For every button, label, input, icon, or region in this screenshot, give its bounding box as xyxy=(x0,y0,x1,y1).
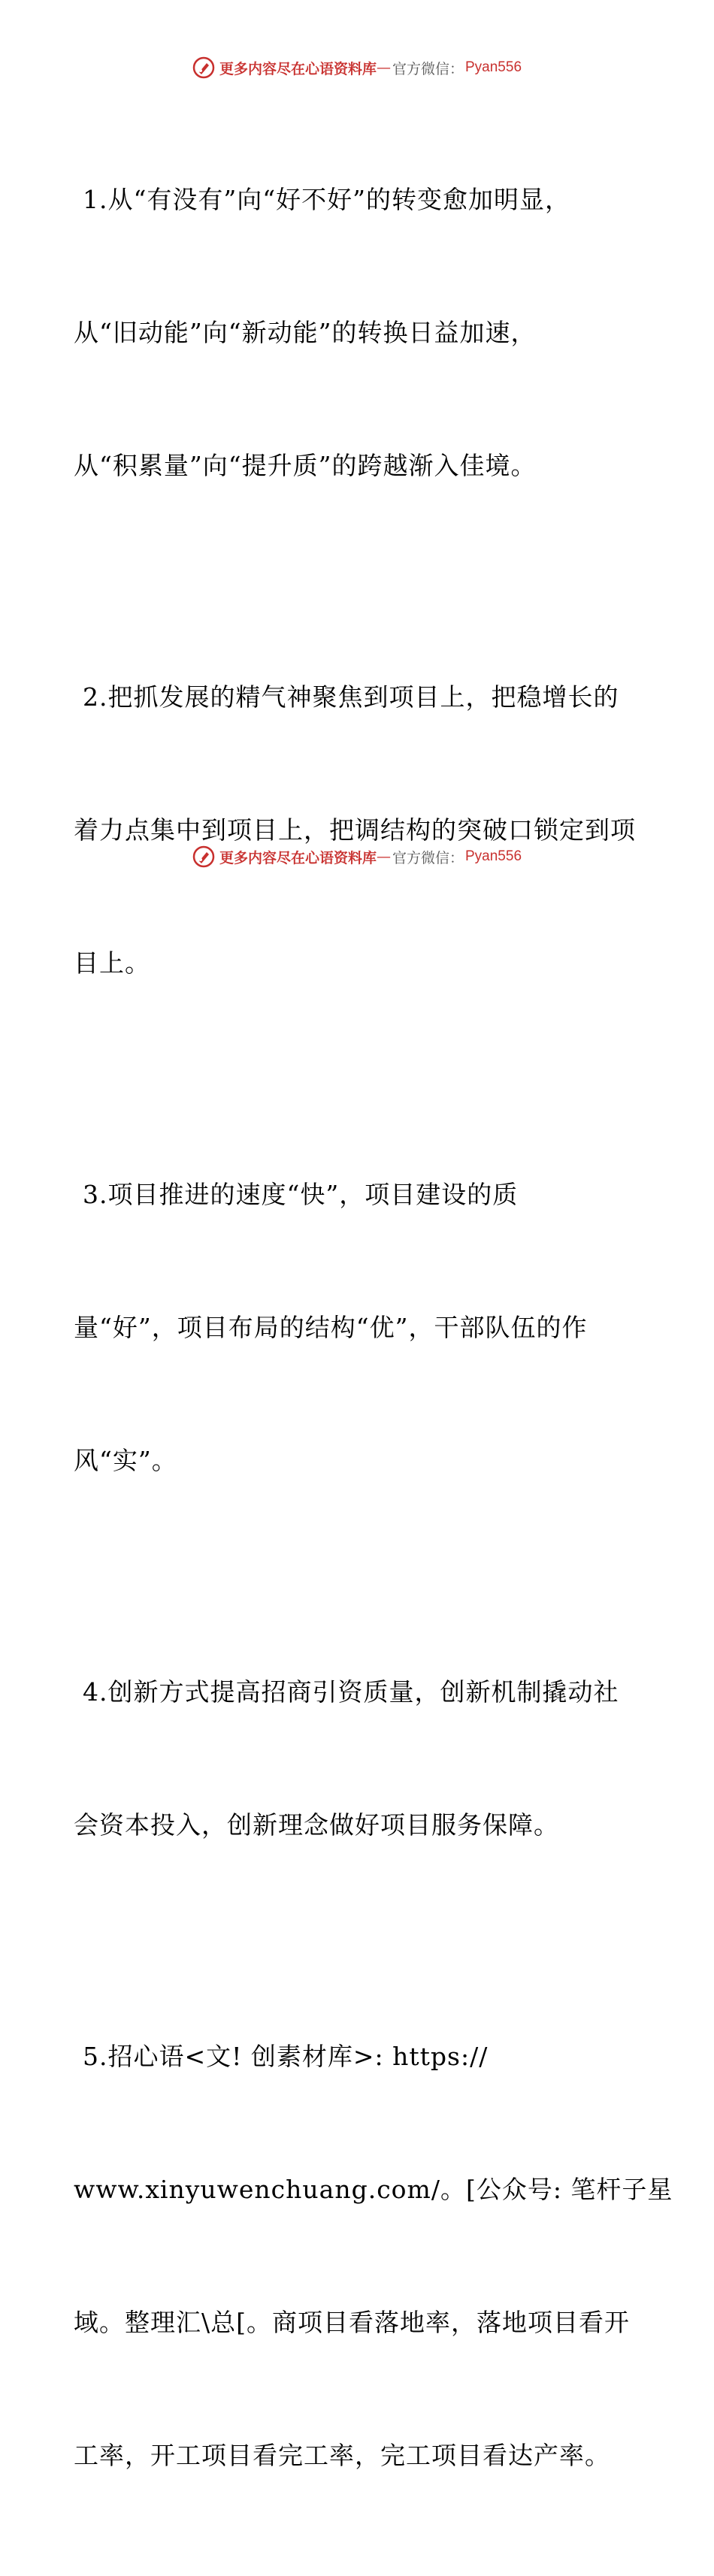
paragraph-line: 1.从“有没有”向“好不好”的转变愈加明显， xyxy=(83,185,570,214)
banner-main-text: 更多内容尽在心语资料库 xyxy=(219,60,377,77)
paragraph-line: 工率，开工项目看完工率，完工项目看达产率。 xyxy=(74,2441,610,2470)
pen-logo-icon xyxy=(192,845,215,868)
paragraph-line: 域。整理汇\总[。商项目看落地率，落地项目看开 xyxy=(74,2308,630,2337)
footer-banner xyxy=(0,842,714,872)
paragraph-line: www.xinyuwenchuang.com/。[公众号: 笔杆子星 xyxy=(74,2175,673,2204)
paragraph-line: 2.把抓发展的精气神聚焦到项目上，把稳增长的 xyxy=(83,682,619,712)
paragraph-4 xyxy=(74,1581,645,1936)
document-body xyxy=(74,89,673,2576)
paragraph-1 xyxy=(74,89,645,576)
pen-logo-icon xyxy=(192,56,215,79)
paragraph-line: 4.创新方式提高招商引资质量，创新机制撬动社 xyxy=(83,1677,619,1707)
paragraph-line: 风“实”。 xyxy=(74,1446,177,1475)
banner-wechat-label: 官方微信： xyxy=(392,60,464,77)
paragraph-3 xyxy=(74,1084,645,1571)
paragraph-line: 从“旧动能”向“新动能”的转换日益加速， xyxy=(74,318,537,347)
banner-main-text: 更多内容尽在心语资料库 xyxy=(219,849,377,866)
banner-wechat-label: 官方微信： xyxy=(392,849,464,866)
paragraph-line: 5.招心语<文! 创素材库>: https:// xyxy=(83,2042,489,2071)
banner-separator: — xyxy=(376,848,391,865)
paragraph-line: 量“好”，项目布局的结构“优”，干部队伍的作 xyxy=(74,1313,588,1342)
paragraph-line: 3.项目推进的速度“快”，项目建设的质 xyxy=(83,1180,519,1209)
paragraph-line: 会资本投入，创新理念做好项目服务保障。 xyxy=(74,1810,559,1840)
banner-separator: — xyxy=(376,59,391,76)
paragraph-line: 着力点集中到项目上，把调结构的突破口锁定到项 xyxy=(74,815,636,845)
banner-wechat-id: Pyan556 xyxy=(465,59,522,75)
header-banner xyxy=(0,53,714,83)
paragraph-line: 目上。 xyxy=(74,948,150,978)
paragraph-2 xyxy=(74,586,645,1074)
banner-wechat-id: Pyan556 xyxy=(465,848,522,864)
paragraph-line: 从“积累量”向“提升质”的跨越渐入佳境。 xyxy=(74,451,537,480)
paragraph-5 xyxy=(74,1946,673,2566)
